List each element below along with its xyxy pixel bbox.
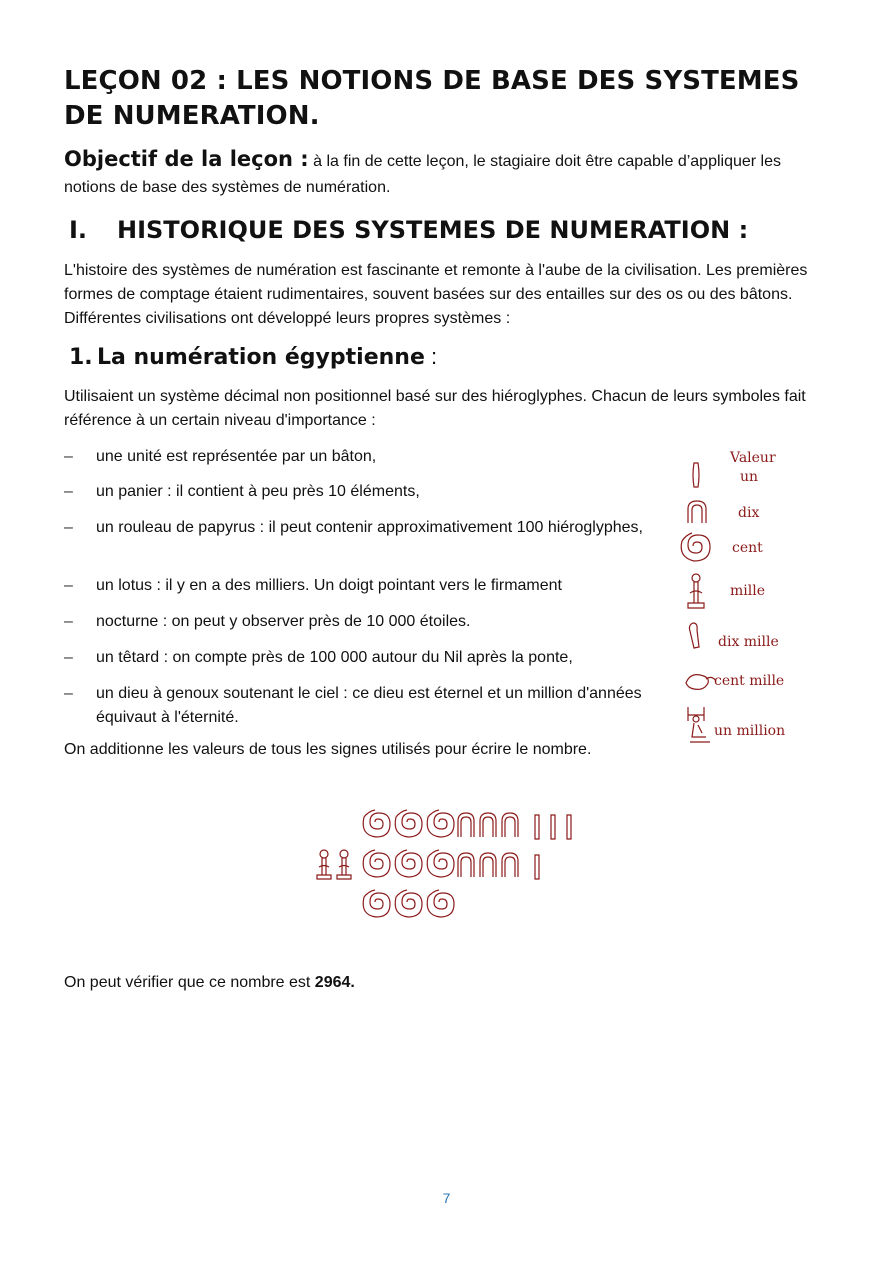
legend-label-dix: dix [738,505,760,521]
heel-glyph-icon [480,813,496,837]
lotus-hieroglyph-icon [688,574,704,608]
subsection-colon: : [424,344,438,369]
page-number: 7 [442,1190,451,1206]
coil-glyph-icon [395,810,422,837]
heel-glyph-icon [502,853,518,877]
bullet-dash: – [64,483,73,500]
conclusion-paragraph [64,971,355,995]
intro-paragraph: L'histoire des systèmes de numération est fascinante et remonte à l'aube de la civilisation. Les premières formes de comptage étaient rudimentaires, souvent basées sur des entailles sur des os ou des bâtons. Différentes civilisations ont développé leurs propres systèmes : [64,262,808,327]
list-item [64,480,644,504]
section-number: I. [69,216,88,244]
coil-glyph-icon [395,890,422,917]
coil-glyph-icon [427,810,454,837]
egypt-intro-paragraph: Utilisaient un système décimal non positionnel basé sur des hiéroglyphes. Chacun de leurs symboles fait référence à un certain niveau d'importance : [64,388,806,429]
bullet-dash: – [64,685,73,702]
list-item [64,445,644,469]
bullet-dash: – [64,577,73,594]
coil-glyph-icon [363,890,390,917]
lotus-glyph-icon [337,850,351,879]
bullet-dash: – [64,613,73,630]
heel-glyph-icon [502,813,518,837]
coil-glyph-icon [427,890,454,917]
conclusion-text: On peut vérifier que ce nombre est [64,974,315,991]
coil-glyph-icon [363,850,390,877]
heel-hieroglyph-icon [688,501,706,523]
legend-label-un: un [740,469,759,485]
stick-glyph-icon [567,815,571,839]
subsection-title: La numération égyptienne [97,345,425,370]
legend-label-cent: cent [732,540,763,556]
section-title: HISTORIQUE DES SYSTEMES DE NUMERATION : [117,216,749,244]
list-item-text: un lotus : il y en a des milliers. Un doigt pointant vers le firmament [96,577,562,594]
objective-paragraph [64,146,834,201]
legend-label-cent-mille: cent mille [714,673,785,689]
list-item-text: un têtard : on compte près de 100 000 autour du Nil après la ponte, [96,649,573,666]
legend-label-un-million: un million [714,723,786,739]
list-item-text: un rouleau de papyrus : il peut contenir approximativement 100 hiéroglyphes, [96,519,643,536]
list-item-text: nocturne : on peut y observer près de 10 000 étoiles. [96,613,471,630]
section-heading [69,212,748,248]
coil-hieroglyph-icon [681,533,710,561]
list-item [64,610,644,634]
hieroglyph-number-figure [310,805,580,930]
stick-glyph-icon [535,815,539,839]
heel-glyph-icon [458,813,474,837]
subsection-heading [69,340,437,375]
stroke-hieroglyph-icon [693,463,699,487]
bullet-dash: – [64,649,73,666]
heel-glyph-icon [480,853,496,877]
list-item [64,682,644,730]
bullet-dash: – [64,448,73,465]
objective-text: à la fin de cette leçon, le stagiaire doit être capable d’appliquer les notions de base des systèmes de numération. [64,153,781,196]
kneeling-god-hieroglyph-icon [688,707,710,742]
legend-header: Valeur [730,450,776,466]
hieroglyph-legend-figure [676,445,796,750]
finger-hieroglyph-icon [689,623,699,648]
coil-glyph-icon [363,810,390,837]
conclusion-value: 2964. [314,974,355,991]
tadpole-hieroglyph-icon [686,675,716,690]
legend-label-mille: mille [730,583,765,599]
lesson-title: LEÇON 02 : LES NOTIONS DE BASE DES SYSTEMES DE NUMERATION. [64,66,800,131]
objective-label: Objectif de la leçon : [64,147,309,171]
stick-glyph-icon [535,855,539,879]
stick-glyph-icon [551,815,555,839]
subsection-number: 1. [69,345,93,370]
list-item-text: une unité est représentée par un bâton, [96,448,377,465]
list-item [64,646,644,670]
summary-paragraph: On additionne les valeurs de tous les signes utilisés pour écrire le nombre. [64,741,592,758]
list-item-text: un dieu à genoux soutenant le ciel : ce dieu est éternel et un million d'années équivaut à l'éternité. [96,685,642,726]
list-item [64,516,644,540]
coil-glyph-icon [395,850,422,877]
heel-glyph-icon [458,853,474,877]
bullet-dash: – [64,519,73,536]
list-item [64,574,644,598]
legend-label-dix-mille: dix mille [718,634,779,650]
lotus-glyph-icon [317,850,331,879]
coil-glyph-icon [427,850,454,877]
list-item-text: un panier : il contient à peu près 10 éléments, [96,483,420,500]
